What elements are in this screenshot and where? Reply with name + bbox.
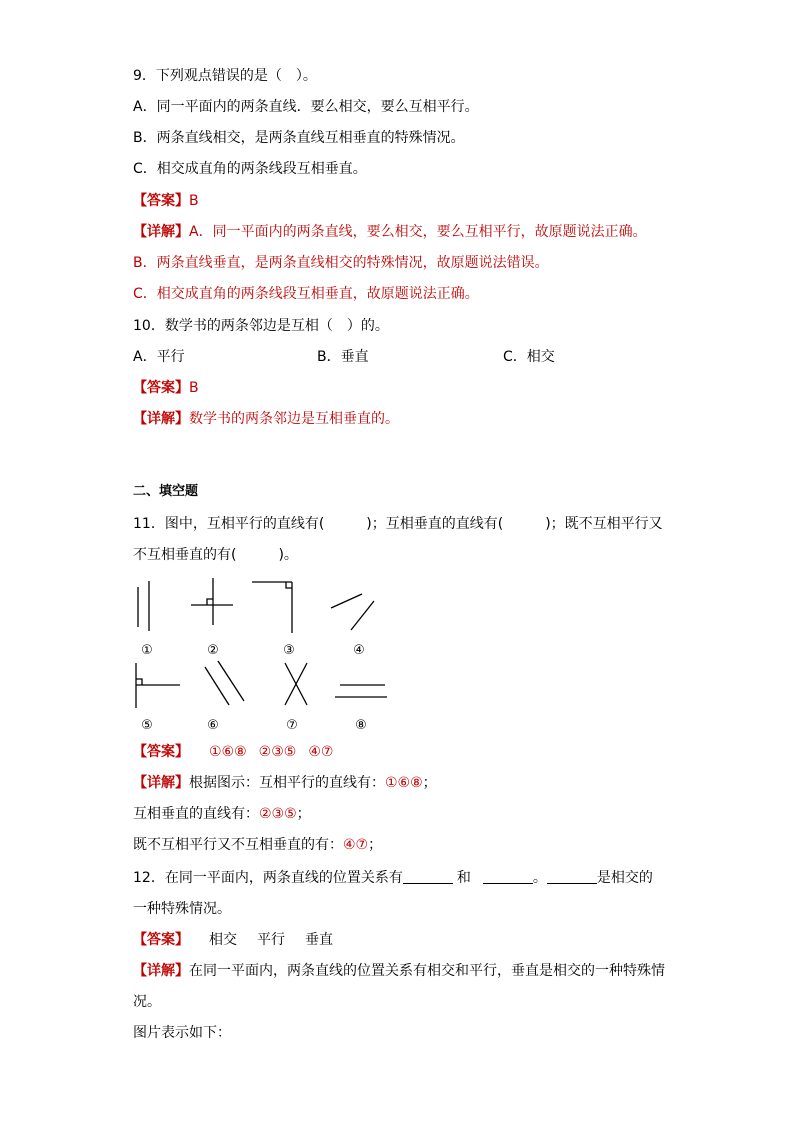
figure-label: ③ xyxy=(283,643,295,658)
detail-label: 【详解】 xyxy=(133,963,189,979)
figure-2-perpendicular-lines xyxy=(191,578,233,625)
figure-label: ⑦ xyxy=(286,718,298,733)
q11-stem-line1: 11．图中，互相平行的直线有( )；互相垂直的直线有( )；既不互相平行又 xyxy=(133,516,663,532)
figure-7-intersecting-lines xyxy=(285,663,307,705)
figure-label: ④ xyxy=(353,643,365,658)
q9-detail-b: B．两条直线垂直，是两条直线相交的特殊情况，故原题说法错误。 xyxy=(133,255,549,271)
q11-detail-3 xyxy=(133,835,382,855)
q12-detail-line1 xyxy=(133,961,665,981)
section-title: 二、填空题 xyxy=(133,484,199,499)
detail-label: 【详解】 xyxy=(133,224,189,240)
answer-value: B xyxy=(189,193,199,209)
detail-text: 互相垂直的直线有： xyxy=(133,806,259,822)
figure-5-perpendicular-lines xyxy=(136,663,180,708)
figure-label: ⑥ xyxy=(207,718,219,733)
answer-value-3: ④⑦ xyxy=(308,744,334,760)
q12-answer xyxy=(133,930,333,950)
q11-detail-1 xyxy=(133,773,437,793)
figure-label: ⑧ xyxy=(355,718,367,733)
q11-answer xyxy=(133,742,333,762)
q12-detail-line2: 况。 xyxy=(133,994,161,1010)
q10-detail xyxy=(133,409,399,429)
q9-detail-a xyxy=(133,222,647,242)
q10-option-a: A．平行 xyxy=(133,349,185,365)
figure-label: ① xyxy=(141,643,153,658)
detail-end: ； xyxy=(368,837,383,853)
figure-label: ⑤ xyxy=(141,718,153,733)
answer-value-1: 相交 xyxy=(209,932,237,948)
q11-detail-2 xyxy=(133,804,311,824)
line-figures xyxy=(125,575,395,735)
answer-value-2: 平行 xyxy=(257,932,285,948)
answer-label: 【答案】 xyxy=(133,193,189,209)
figure-label: ② xyxy=(207,643,219,658)
q10-option-b: B．垂直 xyxy=(317,349,369,365)
answer-blank xyxy=(547,869,597,884)
detail-text: A．同一平面内的两条直线，要么相交，要么互相平行，故原题说法正确。 xyxy=(189,224,647,240)
q12-stem-line2: 一种特殊情况。 xyxy=(133,901,231,917)
q9-detail-c: C．相交成直角的两条线段互相垂直，故原题说法正确。 xyxy=(133,286,479,302)
q9-stem: 9．下列观点错误的是（ ）。 xyxy=(133,68,317,84)
q11-stem-line2: 不互相垂直的有( )。 xyxy=(133,547,298,563)
detail-text: 根据图示：互相平行的直线有： xyxy=(189,775,385,791)
detail-value: ④⑦ xyxy=(343,837,369,853)
detail-text: 既不互相平行又不互相垂直的有： xyxy=(133,837,343,853)
q9-option-c: C．相交成直角的两条线段互相垂直。 xyxy=(133,161,367,177)
detail-end: ； xyxy=(422,775,437,791)
detail-value: ②③⑤ xyxy=(259,806,297,822)
detail-text: 在同一平面内，两条直线的位置关系有相交和平行，垂直是相交的一种特殊情 xyxy=(189,963,665,979)
stem-text: 。 xyxy=(532,870,547,886)
stem-text: 12．在同一平面内，两条直线的位置关系有 xyxy=(133,870,403,886)
q12-image-caption: 图片表示如下： xyxy=(133,1025,231,1041)
stem-text: 是相交的 xyxy=(596,870,653,886)
detail-text: 数学书的两条邻边是互相垂直的。 xyxy=(189,411,399,427)
figure-3-perpendicular-lines xyxy=(252,582,292,633)
q9-option-b: B．两条直线相交，是两条直线互相垂直的特殊情况。 xyxy=(133,130,465,146)
answer-blank xyxy=(403,869,453,884)
answer-value: B xyxy=(189,380,199,396)
answer-value-2: ②③⑤ xyxy=(258,744,297,760)
answer-label: 【答案】 xyxy=(133,380,189,396)
figure-8-parallel-lines xyxy=(335,685,387,697)
q9-answer xyxy=(133,191,199,211)
answer-label: 【答案】 xyxy=(133,932,189,948)
answer-label: 【答案】 xyxy=(133,744,189,760)
answer-value-3: 垂直 xyxy=(305,932,333,948)
figure-1-parallel-lines xyxy=(138,581,149,631)
q12-stem-line1 xyxy=(133,868,653,888)
figure-6-parallel-lines xyxy=(205,661,244,705)
q10-option-c: C．相交 xyxy=(503,349,555,365)
answer-value-1: ①⑥⑧ xyxy=(209,744,247,760)
stem-text: 和 xyxy=(456,870,471,886)
detail-label: 【详解】 xyxy=(133,775,189,791)
q10-stem: 10．数学书的两条邻边是互相（ ）的。 xyxy=(133,318,389,334)
figure-4-intersecting-lines xyxy=(331,594,374,630)
q10-answer xyxy=(133,378,199,398)
detail-end: ； xyxy=(296,806,311,822)
detail-label: 【详解】 xyxy=(133,411,189,427)
detail-value: ①⑥⑧ xyxy=(385,775,423,791)
q9-option-a: A．同一平面内的两条直线．要么相交，要么互相平行。 xyxy=(133,99,479,115)
answer-blank xyxy=(483,869,533,884)
